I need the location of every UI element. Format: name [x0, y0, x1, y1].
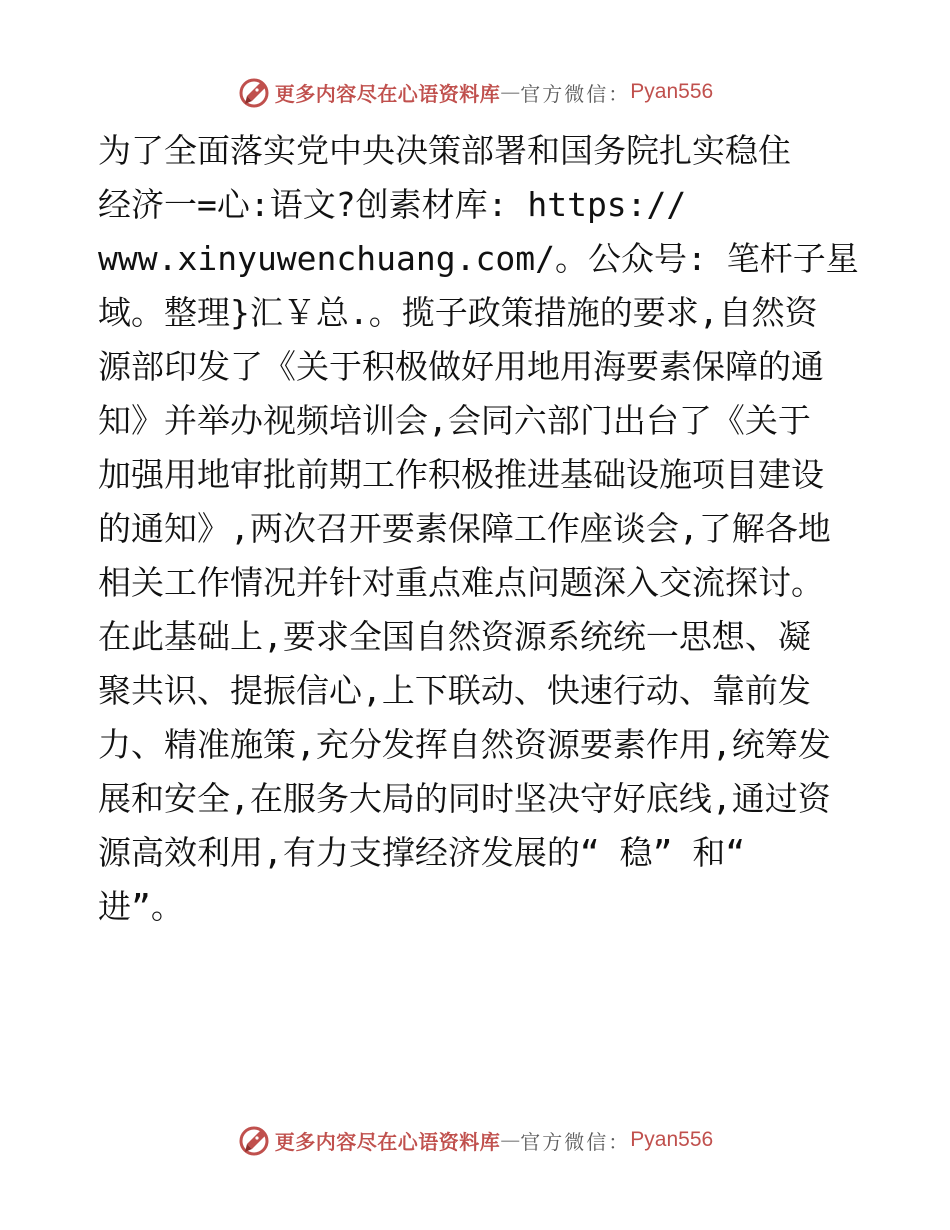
- body-line: 源部印发了《关于积极做好用地用海要素保障的通: [98, 347, 824, 386]
- body-line: 的通知》,两次召开要素保障工作座谈会,了解各地: [98, 509, 831, 548]
- pen-nib-logo-icon: [237, 74, 273, 110]
- body-line: 域。整理}汇￥总.。揽子政策措施的要求,自然资: [98, 293, 818, 332]
- body-line: 聚共识、提振信心,上下联动、快速行动、靠前发: [98, 671, 811, 710]
- body-line: 为了全面落实党中央决策部署和国务院扎实稳住: [98, 131, 791, 170]
- pen-nib-logo-icon: [237, 1122, 273, 1158]
- watermark-main-text: 更多内容尽在心语资料库: [274, 1129, 501, 1154]
- body-line: www.xinyuwenchuang.com/。公众号: 笔杆子星: [98, 239, 859, 278]
- body-line: 加强用地审批前期工作积极推进基础设施项目建设: [98, 455, 824, 494]
- body-line: 进”。: [98, 887, 184, 926]
- watermark-header: [0, 72, 950, 112]
- body-line: 力、精准施策,充分发挥自然资源要素作用,统筹发: [98, 725, 831, 764]
- watermark-footer: [0, 1120, 950, 1160]
- watermark-wechat-id: Pyan556: [630, 1128, 714, 1151]
- watermark-wechat-label: 官方微信：: [520, 1129, 631, 1154]
- body-line: 展和安全,在服务大局的同时坚决守好底线,通过资: [98, 779, 831, 818]
- body-text: [98, 124, 858, 934]
- watermark-dash: —: [500, 80, 521, 104]
- body-line: 知》并举办视频培训会,会同六部门出台了《关于: [98, 401, 811, 440]
- body-line: 源高效利用,有力支撑经济发展的“ 稳” 和“: [98, 833, 746, 872]
- watermark-wechat-label: 官方微信：: [520, 81, 631, 106]
- watermark-dash: —: [500, 1128, 521, 1152]
- watermark-main-text: 更多内容尽在心语资料库: [274, 81, 501, 106]
- watermark-wechat-id: Pyan556: [630, 80, 714, 103]
- body-line: 相关工作情况并针对重点难点问题深入交流探讨。: [98, 563, 824, 602]
- body-line: 在此基础上,要求全国自然资源系统统一思想、凝: [98, 617, 811, 656]
- body-line: 经济一=心:语文?创素材库: https://: [98, 185, 687, 224]
